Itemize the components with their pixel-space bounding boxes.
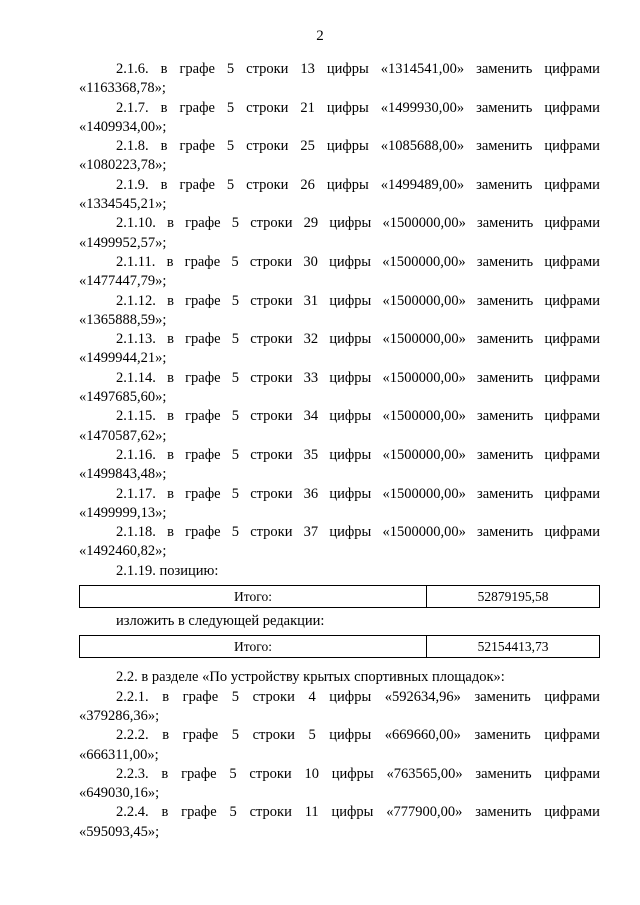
old-value: «1500000,00» bbox=[382, 524, 466, 541]
total-table-old bbox=[79, 585, 600, 608]
row-number: 30 bbox=[303, 253, 318, 270]
new-value: «1334545,21»; bbox=[79, 196, 167, 213]
word-v: в bbox=[161, 765, 169, 782]
column-number: 5 bbox=[231, 408, 240, 425]
word-v: в bbox=[161, 804, 169, 821]
word-zamenit: заменить bbox=[477, 446, 534, 463]
amendments-list-2-1 bbox=[79, 60, 600, 562]
word-tsifry: цифры bbox=[329, 485, 372, 502]
word-zamenit: заменить bbox=[477, 331, 534, 348]
column-number: 5 bbox=[231, 485, 240, 502]
item-number: 2.1.12. bbox=[116, 292, 156, 309]
word-tsiframi: цифрами bbox=[544, 727, 600, 744]
word-grafe: графе bbox=[179, 61, 215, 77]
total-label: Итого: bbox=[80, 636, 427, 658]
amendment-line bbox=[79, 60, 600, 79]
item-number: 2.1.10. bbox=[116, 215, 156, 232]
row-number: 5 bbox=[308, 727, 316, 744]
word-grafe: графе bbox=[185, 485, 221, 502]
column-number: 5 bbox=[231, 727, 239, 744]
word-stroki: строки bbox=[250, 446, 293, 463]
word-tsiframi: цифрами bbox=[544, 485, 600, 502]
item-number: 2.1.14. bbox=[116, 369, 156, 386]
row-number: 36 bbox=[303, 485, 319, 502]
row-number: 32 bbox=[303, 331, 319, 348]
row-number: 26 bbox=[300, 176, 315, 193]
word-grafe: графе bbox=[185, 408, 221, 425]
new-value: «1499952,57»; bbox=[79, 234, 167, 251]
word-v: в bbox=[160, 138, 168, 155]
old-value: «1500000,00» bbox=[382, 215, 466, 232]
word-tsiframi: цифрами bbox=[544, 292, 600, 309]
word-tsifry: цифры bbox=[329, 408, 372, 425]
word-tsiframi: цифрами bbox=[544, 765, 600, 782]
word-v: в bbox=[167, 485, 174, 502]
new-value: «1365888,59»; bbox=[79, 311, 167, 328]
word-stroki: строки bbox=[250, 215, 293, 232]
word-tsifry: цифры bbox=[329, 369, 372, 386]
row-number: 37 bbox=[303, 524, 319, 541]
column-number: 5 bbox=[231, 215, 240, 232]
old-value: «763565,00» bbox=[386, 765, 463, 782]
new-value: «595093,45»; bbox=[79, 823, 160, 840]
item-number: 2.2.2. bbox=[116, 727, 149, 744]
word-zamenit: заменить bbox=[477, 524, 534, 541]
word-tsifry: цифры bbox=[331, 804, 374, 821]
row-number: 11 bbox=[304, 804, 319, 821]
word-zamenit: заменить bbox=[476, 99, 533, 116]
word-stroki: строки bbox=[250, 331, 293, 348]
word-zamenit: заменить bbox=[475, 765, 532, 782]
row-number: 25 bbox=[300, 138, 315, 155]
column-number: 5 bbox=[226, 138, 235, 155]
word-tsiframi: цифрами bbox=[544, 253, 600, 270]
amendment-line bbox=[79, 330, 600, 349]
row-number: 13 bbox=[300, 61, 315, 77]
total-value: 52879195,58 bbox=[427, 586, 600, 608]
amendment-line bbox=[79, 176, 600, 195]
column-number: 5 bbox=[231, 253, 239, 270]
column-number: 5 bbox=[229, 765, 237, 782]
word-v: в bbox=[167, 408, 174, 425]
column-number: 5 bbox=[231, 331, 240, 348]
word-tsiframi: цифрами bbox=[544, 688, 600, 705]
word-grafe: графе bbox=[182, 688, 219, 705]
amendment-line bbox=[79, 214, 600, 233]
word-tsifry: цифры bbox=[329, 688, 372, 705]
column-number: 5 bbox=[229, 804, 237, 821]
word-tsiframi: цифрами bbox=[544, 369, 600, 386]
amendment-line bbox=[79, 803, 600, 822]
word-stroki: строки bbox=[250, 408, 293, 425]
old-value: «1500000,00» bbox=[382, 485, 466, 502]
old-value: «1085688,00» bbox=[380, 138, 465, 155]
row-number: 4 bbox=[308, 688, 316, 705]
amendment-line bbox=[79, 369, 600, 388]
row-number: 10 bbox=[304, 765, 319, 782]
word-tsifry: цифры bbox=[331, 765, 374, 782]
word-v: в bbox=[160, 61, 168, 77]
new-value: «1499944,21»; bbox=[79, 350, 167, 367]
amendment-line bbox=[79, 765, 600, 784]
document-body bbox=[79, 60, 600, 842]
word-stroki: строки bbox=[250, 485, 293, 502]
old-value: «1500000,00» bbox=[382, 369, 466, 386]
old-value: «777900,00» bbox=[386, 804, 463, 821]
word-stroki: строки bbox=[252, 727, 295, 744]
word-tsifry: цифры bbox=[326, 138, 369, 155]
word-grafe: графе bbox=[179, 138, 215, 155]
row-number: 29 bbox=[303, 215, 319, 232]
word-tsiframi: цифрами bbox=[544, 215, 600, 232]
word-tsiframi: цифрами bbox=[544, 331, 600, 348]
word-grafe: графе bbox=[179, 176, 215, 193]
column-number: 5 bbox=[231, 446, 240, 463]
row-number: 34 bbox=[303, 408, 319, 425]
amendment-line bbox=[79, 446, 600, 465]
word-zamenit: заменить bbox=[477, 485, 534, 502]
word-tsifry: цифры bbox=[326, 176, 369, 193]
word-tsifry: цифры bbox=[326, 99, 369, 116]
word-v: в bbox=[162, 727, 170, 744]
word-zamenit: заменить bbox=[474, 688, 531, 705]
old-value: «1499489,00» bbox=[380, 176, 465, 193]
word-tsiframi: цифрами bbox=[544, 99, 600, 116]
word-zamenit: заменить bbox=[477, 292, 534, 309]
word-v: в bbox=[167, 369, 174, 386]
word-stroki: строки bbox=[246, 138, 289, 155]
total-table-new bbox=[79, 635, 600, 658]
column-number: 5 bbox=[231, 292, 240, 309]
new-value: «1470587,62»; bbox=[79, 427, 167, 444]
word-stroki: строки bbox=[249, 804, 292, 821]
old-value: «1500000,00» bbox=[382, 292, 466, 309]
word-v: в bbox=[160, 99, 168, 116]
word-stroki: строки bbox=[249, 253, 293, 270]
word-tsiframi: цифрами bbox=[544, 61, 600, 77]
word-grafe: графе bbox=[184, 253, 221, 270]
item-number: 2.2.1. bbox=[116, 688, 149, 705]
word-v: в bbox=[167, 524, 174, 541]
word-stroki: строки bbox=[246, 176, 289, 193]
old-value: «1500000,00» bbox=[382, 331, 466, 348]
item-number: 2.2.3. bbox=[116, 765, 149, 782]
word-tsifry: цифры bbox=[329, 253, 372, 270]
word-zamenit: заменить bbox=[477, 215, 534, 232]
word-tsifry: цифры bbox=[329, 727, 372, 744]
page-number: 2 bbox=[316, 28, 324, 44]
word-zamenit: заменить bbox=[477, 369, 534, 386]
word-v: в bbox=[167, 446, 174, 463]
item-number: 2.1.7. bbox=[116, 99, 149, 116]
new-value: «1409934,00»; bbox=[79, 118, 167, 135]
word-stroki: строки bbox=[250, 369, 293, 386]
item-number: 2.1.8. bbox=[116, 138, 149, 155]
word-grafe: графе bbox=[185, 369, 221, 386]
word-zamenit: заменить bbox=[474, 727, 531, 744]
new-value: «1499999,13»; bbox=[79, 504, 167, 521]
old-value: «1314541,00» bbox=[380, 61, 465, 77]
word-v: в bbox=[167, 215, 174, 232]
word-tsiframi: цифрами bbox=[544, 524, 600, 541]
word-stroki: строки bbox=[246, 61, 289, 77]
word-zamenit: заменить bbox=[477, 408, 534, 425]
word-grafe: графе bbox=[185, 331, 221, 348]
amendment-line bbox=[79, 137, 600, 156]
old-value: «592634,96» bbox=[384, 688, 461, 705]
word-stroki: строки bbox=[246, 99, 289, 116]
new-value: «1499843,48»; bbox=[79, 466, 167, 483]
new-value: «1497685,60»; bbox=[79, 389, 167, 406]
word-tsiframi: цифрами bbox=[544, 176, 600, 193]
old-value: «1500000,00» bbox=[382, 446, 466, 463]
word-stroki: строки bbox=[250, 292, 293, 309]
new-value: «1477447,79»; bbox=[79, 273, 167, 290]
word-zamenit: заменить bbox=[476, 253, 534, 270]
word-grafe: графе bbox=[181, 804, 217, 821]
new-value: «1080223,78»; bbox=[79, 157, 167, 174]
item-number: 2.1.13. bbox=[116, 331, 156, 348]
new-value: «1492460,82»; bbox=[79, 543, 167, 560]
word-tsifry: цифры bbox=[329, 292, 372, 309]
word-v: в bbox=[166, 253, 174, 270]
word-v: в bbox=[167, 331, 174, 348]
new-value: «666311,00»; bbox=[79, 746, 159, 763]
item-number: 2.1.17. bbox=[116, 485, 156, 502]
column-number: 5 bbox=[231, 524, 240, 541]
word-v: в bbox=[167, 292, 174, 309]
row-number: 31 bbox=[303, 292, 319, 309]
word-stroki: строки bbox=[252, 688, 295, 705]
column-number: 5 bbox=[231, 688, 239, 705]
amendment-line bbox=[79, 688, 600, 707]
word-tsifry: цифры bbox=[329, 331, 372, 348]
word-tsifry: цифры bbox=[329, 446, 372, 463]
item-number: 2.1.15. bbox=[116, 408, 156, 425]
new-value: «649030,16»; bbox=[79, 785, 160, 802]
amendment-line bbox=[79, 407, 600, 426]
word-tsiframi: цифрами bbox=[544, 804, 600, 821]
old-value: «1500000,00» bbox=[382, 408, 466, 425]
row-number: 21 bbox=[300, 99, 315, 116]
new-value: «1163368,78»; bbox=[79, 80, 166, 97]
word-grafe: графе bbox=[185, 292, 221, 309]
column-number: 5 bbox=[226, 99, 235, 116]
item-number: 2.1.6. bbox=[116, 61, 149, 77]
word-zamenit: заменить bbox=[476, 138, 533, 155]
row-number: 35 bbox=[303, 446, 319, 463]
old-value: «1499930,00» bbox=[380, 99, 465, 116]
word-zamenit: заменить bbox=[476, 176, 533, 193]
amendment-line bbox=[79, 99, 600, 118]
word-grafe: графе bbox=[181, 765, 217, 782]
amendment-line bbox=[79, 292, 600, 311]
total-value: 52154413,73 bbox=[427, 636, 600, 658]
amendment-line bbox=[79, 726, 600, 745]
word-zamenit: заменить bbox=[475, 804, 532, 821]
old-value: «1500000,00» bbox=[382, 253, 466, 270]
word-grafe: графе bbox=[182, 727, 219, 744]
row-number: 33 bbox=[303, 369, 319, 386]
item-number: 2.1.11. bbox=[116, 253, 156, 270]
item-number: 2.1.9. bbox=[116, 176, 149, 193]
word-tsifry: цифры bbox=[329, 524, 372, 541]
amendment-line bbox=[79, 523, 600, 542]
column-number: 5 bbox=[226, 176, 235, 193]
amendments-list-2-2 bbox=[79, 688, 600, 842]
column-number: 5 bbox=[231, 369, 240, 386]
word-v: в bbox=[160, 176, 168, 193]
word-tsiframi: цифрами bbox=[544, 138, 600, 155]
word-v: в bbox=[162, 688, 170, 705]
word-grafe: графе bbox=[179, 99, 215, 116]
new-value: «379286,36»; bbox=[79, 707, 160, 724]
word-tsifry: цифры bbox=[326, 61, 369, 77]
word-tsifry: цифры bbox=[329, 215, 372, 232]
redaction-text: изложить в следующей редакции: bbox=[116, 613, 325, 630]
total-label: Итого: bbox=[80, 586, 427, 608]
item-2-1-19: 2.1.19. позицию: bbox=[116, 562, 219, 579]
amendment-line bbox=[79, 253, 600, 272]
item-number: 2.2.4. bbox=[116, 804, 149, 821]
word-tsiframi: цифрами bbox=[544, 446, 600, 463]
word-grafe: графе bbox=[185, 524, 221, 541]
word-grafe: графе bbox=[185, 215, 221, 232]
old-value: «669660,00» bbox=[384, 727, 461, 744]
word-tsiframi: цифрами bbox=[544, 408, 600, 425]
item-number: 2.1.18. bbox=[116, 524, 156, 541]
column-number: 5 bbox=[226, 61, 235, 77]
word-zamenit: заменить bbox=[476, 61, 533, 77]
word-stroki: строки bbox=[250, 524, 293, 541]
section-2-2-heading: 2.2. в разделе «По устройству крытых спортивных площадок»: bbox=[116, 669, 505, 686]
word-grafe: графе bbox=[185, 446, 221, 463]
item-number: 2.1.16. bbox=[116, 446, 156, 463]
word-stroki: строки bbox=[249, 765, 292, 782]
amendment-line bbox=[79, 485, 600, 504]
